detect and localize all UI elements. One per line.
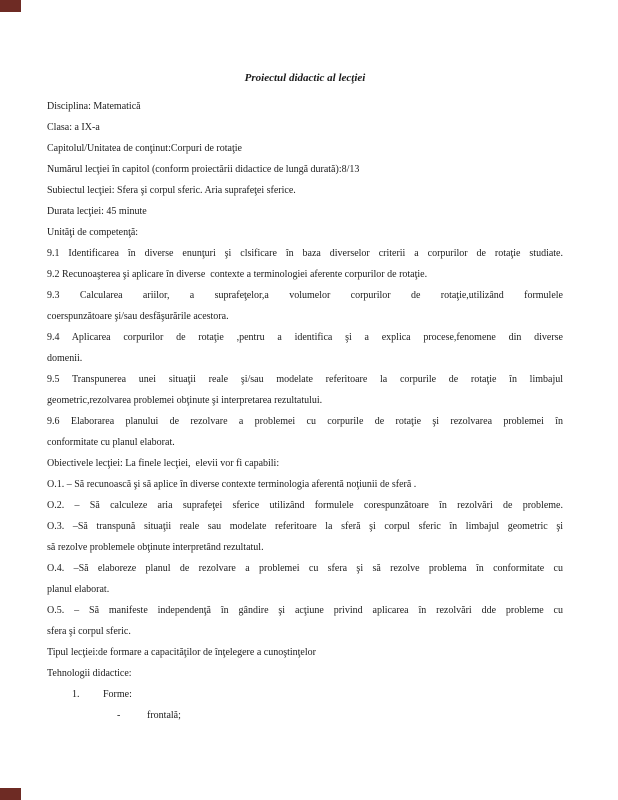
paragraph bbox=[47, 201, 563, 222]
paragraph bbox=[47, 453, 563, 474]
text-line: 9.4 Aplicarea corpurilor de rotaţie ,pentru a identifica şi a explica procese,fenomene din diverse bbox=[47, 332, 563, 343]
text-line: Numărul lecţiei în capitol (conform proiectării didactice de lungă durată):8/13 bbox=[47, 164, 360, 175]
text-line: coerspunzătoare şi/sau desfăşurările acestora. bbox=[47, 311, 229, 322]
paragraph bbox=[47, 243, 563, 264]
text-line: O.1. – Să recunoască şi să aplice în diverse contexte terminologia aferentă noţiunii de sferă . bbox=[47, 479, 417, 490]
paragraph bbox=[47, 264, 563, 285]
paragraph bbox=[47, 516, 563, 558]
paragraph bbox=[47, 180, 563, 201]
corner-mark-top bbox=[0, 0, 21, 12]
corner-mark-bottom bbox=[0, 788, 21, 800]
text-line: Subiectul lecţiei: Sfera şi corpul sferic. Aria suprafeţei sferice. bbox=[47, 185, 296, 196]
text-line: - frontală; bbox=[47, 705, 563, 726]
text-line: O.5. – Să manifeste independenţă în gândire şi acţiune privind aplicarea în rezolvări dde probleme cu bbox=[47, 605, 563, 616]
paragraph bbox=[47, 474, 563, 495]
text-line: geometric,rezolvarea problemei obţinute şi interpretarea rezultatului. bbox=[47, 395, 323, 406]
paragraph bbox=[47, 138, 563, 159]
document-content bbox=[47, 68, 563, 726]
text-line: 9.3 Calcularea ariilor, a suprafeţelor,a volumelor corpurilor de rotaţie,utilizând formulele bbox=[47, 290, 563, 301]
text-line: 9.5 Transpunerea unei situaţii reale şi/sau modelate referitoare la corpurile de rotaţie în limbajul bbox=[47, 374, 563, 385]
paragraph-list bbox=[47, 96, 563, 726]
paragraph bbox=[47, 642, 563, 663]
list-number-marker: 1. bbox=[72, 689, 80, 700]
text-line: Tehnologii didactice: bbox=[47, 668, 132, 679]
text-line: Unităţi de competenţă: bbox=[47, 227, 139, 238]
text-line: O.3. –Să transpună situaţii reale sau modelate referitoare la sferă şi corpul sferic în limbajul geometric şi bbox=[47, 521, 563, 532]
text-line: Disciplina: Matematică bbox=[47, 101, 141, 112]
paragraph bbox=[47, 369, 563, 411]
text-line: Capitolul/Unitatea de conţinut:Corpuri de rotaţie bbox=[47, 143, 242, 154]
list-item-dash bbox=[47, 705, 563, 726]
text-line: Obiectivele lecţiei: La finele lecţiei, elevii vor fi capabili: bbox=[47, 458, 280, 469]
text-line: Clasa: a IX-a bbox=[47, 122, 100, 133]
paragraph bbox=[47, 558, 563, 600]
text-line: planul elaborat. bbox=[47, 584, 110, 595]
text-line: O.2. – Să calculeze aria suprafeţei sferice utilizând formulele corespunzătoare în rezolvări de probleme. bbox=[47, 500, 563, 511]
paragraph bbox=[47, 285, 563, 327]
dash-marker: - bbox=[117, 710, 121, 721]
document-title: Proiectul didactic al lecţiei bbox=[244, 72, 366, 84]
paragraph bbox=[47, 663, 563, 684]
paragraph bbox=[47, 159, 563, 180]
text-line: Durata lecţiei: 45 minute bbox=[47, 206, 147, 217]
paragraph bbox=[47, 96, 563, 117]
text-line: 1. Forme: bbox=[47, 684, 563, 705]
list-item-numbered bbox=[47, 684, 563, 705]
text-line: sfera şi corpul sferic. bbox=[47, 626, 131, 637]
text-line: domenii. bbox=[47, 353, 83, 364]
text-line: 9.6 Elaborarea planului de rezolvare a problemei cu corpurile de rotaţie şi rezolvarea problemei în bbox=[47, 416, 563, 427]
text-line: conformitate cu planul elaborat. bbox=[47, 437, 175, 448]
text-line: 9.1 Identificarea în diverse enunţuri şi clsificare în baza diverselor criterii a corpurilor de rotaţie studiate. bbox=[47, 248, 563, 259]
paragraph bbox=[47, 117, 563, 138]
text-line: 9.2 Recunoaşterea şi aplicare în diverse contexte a terminologiei aferente corpurilor de rotaţie. bbox=[47, 269, 428, 280]
text-line: să rezolve problemele obţinute interpretând rezultatul. bbox=[47, 542, 264, 553]
paragraph bbox=[47, 411, 563, 453]
paragraph bbox=[47, 222, 563, 243]
paragraph bbox=[47, 600, 563, 642]
paragraph bbox=[47, 495, 563, 516]
text-line: Tipul lecţiei:de formare a capacităţilor de înţelegere a cunoştinţelor bbox=[47, 647, 316, 658]
text-line: O.4. –Să elaboreze planul de rezolvare a problemei cu sfera şi să rezolve problema în conformitate cu bbox=[47, 563, 563, 574]
paragraph bbox=[47, 327, 563, 369]
